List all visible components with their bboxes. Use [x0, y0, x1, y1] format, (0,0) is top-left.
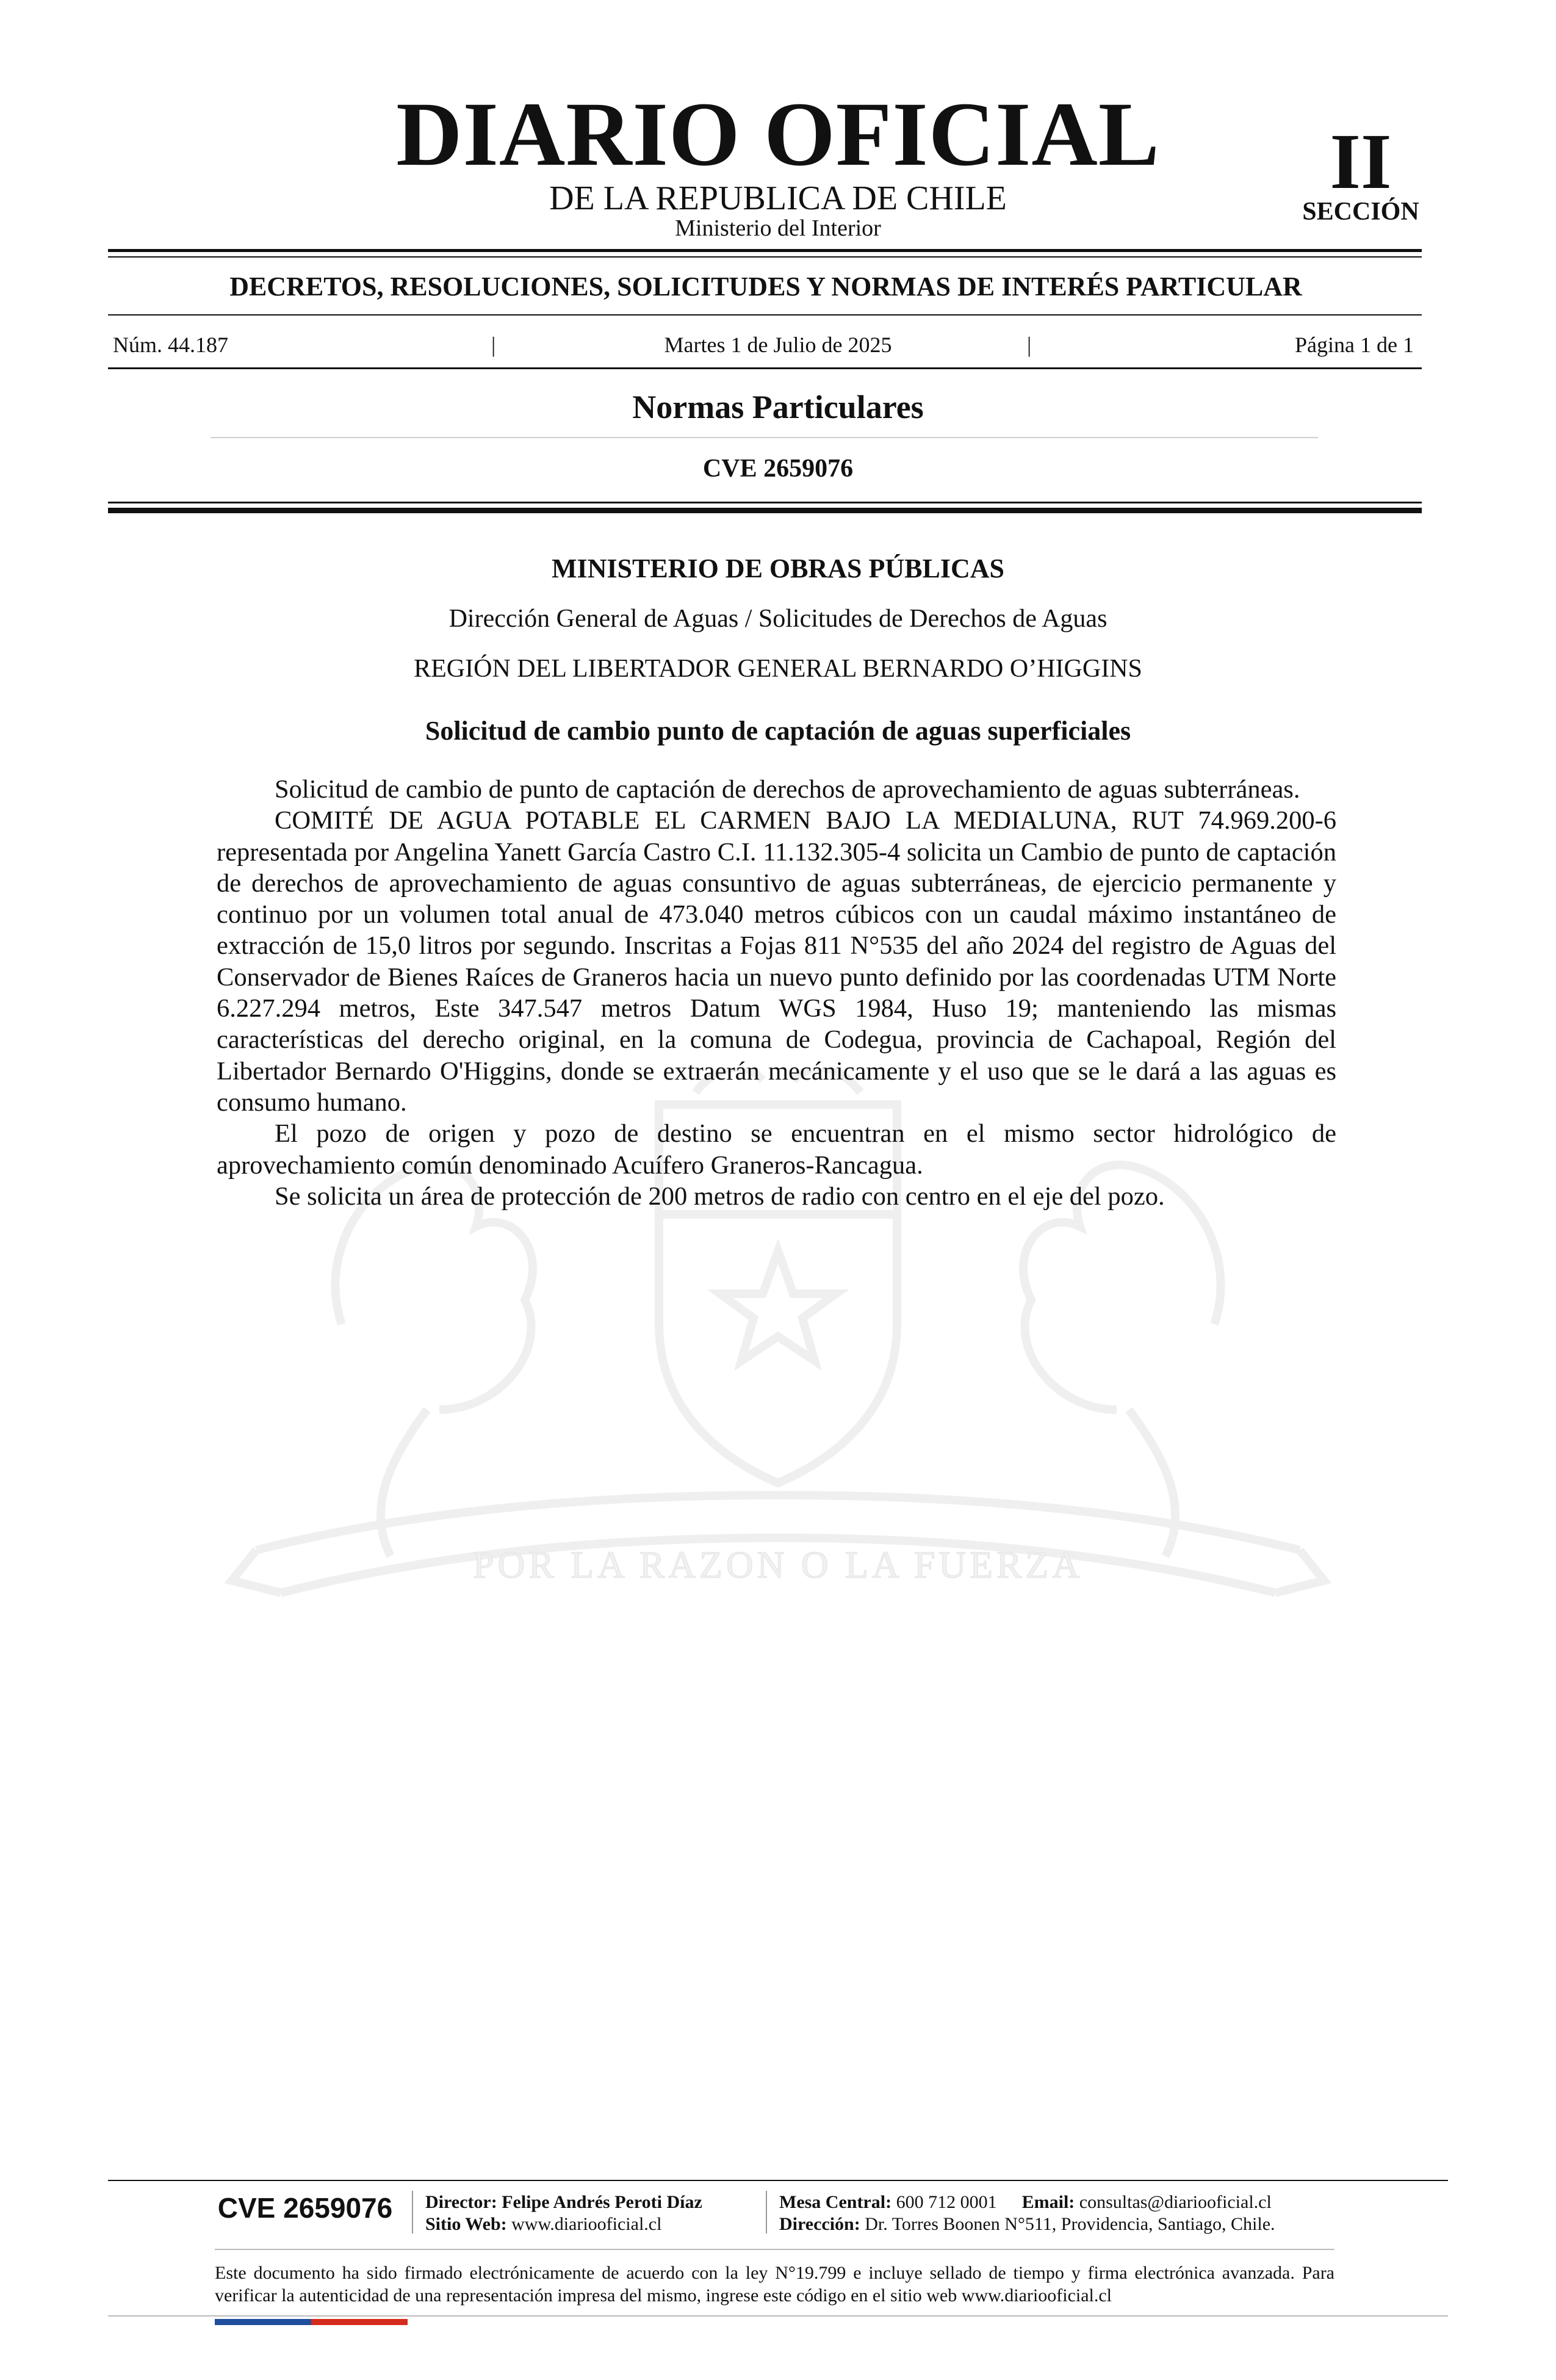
section-number: II — [1330, 118, 1392, 206]
meta-separator: | — [491, 333, 496, 357]
region: REGIÓN DEL LIBERTADOR GENERAL BERNARDO O’HIGGINS — [414, 655, 1142, 683]
footer-address — [779, 2213, 1275, 2235]
director-label: Director: — [425, 2192, 497, 2212]
meta-separator: | — [1027, 333, 1032, 357]
footer-rule-top — [108, 2180, 1448, 2181]
document-body — [217, 774, 1336, 1212]
banner-rule-bottom — [108, 314, 1422, 316]
footer-divider — [766, 2191, 767, 2234]
body-paragraph: El pozo de origen y pozo de destino se encuentran en el mismo sector hidrológico de aprovechamiento común denominado Acuífero Graneros-Rancagua. — [217, 1119, 1336, 1180]
section-heading-underline — [211, 437, 1318, 438]
masthead-title: DIARIO OFICIAL — [396, 84, 1160, 185]
address-label: Dirección: — [779, 2214, 860, 2234]
section-heading: Normas Particulares — [632, 389, 924, 425]
body-paragraph: COMITÉ DE AGUA POTABLE EL CARMEN BAJO LA MEDIALUNA, RUT 74.969.200-6 representada por Angelina Yanett García Castro C.I. 11.132.305-4 solicita un Cambio de punto de captación de derechos de aprovechamiento de aguas consuntivo de aguas subterráneas, de ejercicio permanente y continuo por un volumen total anual de 473.040 metros cúbicos con un caudal máximo instantáneo de extracción de 15,0 litros por segundo. Inscritas a Fojas 811 N°535 del año 2024 del registro de Aguas del Conservador de Bienes Raíces de Graneros hacia un nuevo punto definido por las coordenadas UTM Norte 6.227.294 metros, Este 347.547 metros Datum WGS 1984, Huso 19; manteniendo las mismas características del derecho original, en la comuna de Codegua, provincia de Cachapoal, Región del Libertador Bernardo O'Higgins, donde se extraerán mecánicamente y el uso que se le dará a las aguas es consumo humano. — [217, 806, 1336, 1117]
masthead-ministry: Ministerio del Interior — [675, 215, 881, 241]
footer-website — [425, 2213, 661, 2235]
signature-notice: Este documento ha sido firmado electrónicamente de acuerdo con la ley N°19.799 e incluye sellado de tiempo y firma electrónica avanzada. Para verificar la autenticidad de una representación impresa del mismo, ingrese este código en el sitio web www.diariooficial.cl — [215, 2263, 1334, 2306]
phone-number: 600 712 0001 — [896, 2192, 997, 2212]
email-label: Email: — [1021, 2192, 1075, 2212]
cve-code: CVE 2659076 — [702, 455, 854, 483]
flag-color-bar — [215, 2319, 408, 2325]
header-rule-thin — [108, 502, 1422, 503]
masthead-rule-top — [108, 249, 1422, 252]
footer-director — [425, 2191, 702, 2213]
body-paragraph: Se solicita un área de protección de 200 metros de radio con centro en el eje del pozo. — [275, 1181, 1165, 1211]
footer-rule-bottom — [108, 2315, 1448, 2317]
footer-contact — [779, 2191, 1272, 2213]
footer-divider — [412, 2191, 413, 2234]
address-text: Dr. Torres Boonen N°511, Providencia, Santiago, Chile. — [865, 2214, 1275, 2234]
phone-label: Mesa Central: — [779, 2192, 892, 2212]
email-link[interactable]: consultas@diariooficial.cl — [1079, 2192, 1272, 2212]
masthead-rule-thin — [108, 256, 1422, 258]
flag-blue-segment — [215, 2319, 311, 2325]
page-info: Página 1 de 1 — [1295, 333, 1414, 357]
meta-rule — [108, 367, 1422, 369]
website-link[interactable]: www.diariooficial.cl — [511, 2214, 662, 2234]
issue-number: Núm. 44.187 — [113, 333, 228, 357]
body-paragraph: Solicitud de cambio de punto de captación de derechos de aprovechamiento de aguas subterráneas. — [275, 775, 1300, 804]
header-rule-thick — [108, 508, 1422, 513]
issuing-ministry: MINISTERIO DE OBRAS PÚBLICAS — [551, 554, 1005, 583]
watermark-motto: POR LA RAZON O LA FUERZA — [472, 1545, 1084, 1586]
directorate: Dirección General de Aguas / Solicitudes de Derechos de Aguas — [448, 605, 1108, 633]
document-title: Solicitud de cambio punto de captación de aguas superficiales — [425, 716, 1131, 746]
category-banner: DECRETOS, RESOLUCIONES, SOLICITUDES Y NORMAS DE INTERÉS PARTICULAR — [229, 272, 1302, 301]
flag-red-segment — [311, 2319, 408, 2325]
website-label: Sitio Web: — [425, 2214, 507, 2234]
section-label: SECCIÓN — [1302, 198, 1419, 226]
masthead-subtitle: DE LA REPUBLICA DE CHILE — [549, 179, 1007, 217]
publication-date: Martes 1 de Julio de 2025 — [664, 333, 892, 357]
footer-rule-mid — [215, 2249, 1334, 2250]
footer-cve-code: CVE 2659076 — [217, 2192, 393, 2224]
director-name: Felipe Andrés Peroti Díaz — [502, 2192, 702, 2212]
